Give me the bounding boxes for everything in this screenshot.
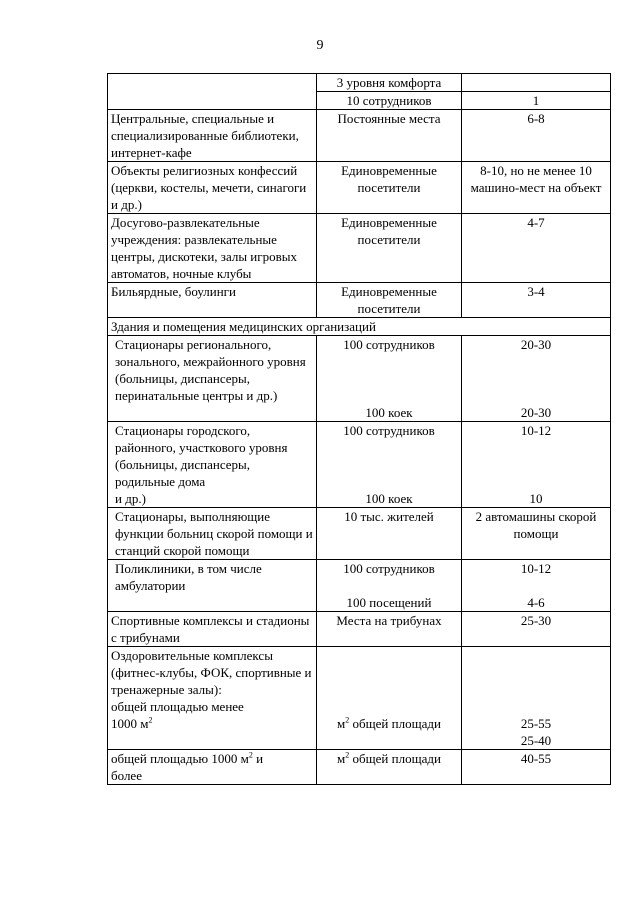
section-heading-cell: Здания и помещения медицинских организаций [108, 318, 611, 336]
table-row [108, 318, 611, 336]
value-text: 25-40 [520, 733, 552, 748]
value-cell: 3-4 [462, 283, 611, 318]
table-row [108, 647, 611, 750]
unit-text: $м^2$ общей площади [337, 750, 441, 766]
unit-cell: Постоянные места [317, 110, 462, 162]
value-text: 10-12 [520, 561, 552, 576]
table-row [108, 74, 611, 92]
value-text: 25-55 [520, 716, 552, 731]
object-name-text: более [111, 768, 142, 783]
object-name-text: Оздоровительные комплексы (фитнес-клубы, ФОК, спортивные и тренажерные залы): [111, 648, 312, 697]
unit-cell: 10 тыс. жителей [317, 508, 462, 560]
unit-cell [317, 647, 462, 750]
object-name-text: Стационары городского, районного, участкового уровня (больницы, диспансеры, родильные дома [115, 423, 288, 489]
object-name-cell [108, 422, 317, 508]
object-name-cell [108, 647, 317, 750]
value-cell: 6-8 [462, 110, 611, 162]
object-name-text: перинатальные центры и др.) [115, 388, 278, 403]
unit-text: 100 посещений [346, 595, 432, 610]
value-text: 10 [529, 491, 543, 506]
unit-cell [317, 336, 462, 422]
value-cell: 4-7 [462, 214, 611, 283]
unit-text: $м^2$ общей площади [337, 715, 441, 731]
value-cell: 8-10, но не менее 10 машино-мест на объект [462, 162, 611, 214]
staff-unit-cell: 10 сотрудников [317, 92, 462, 110]
unit-cell [317, 750, 462, 785]
unit-cell [317, 422, 462, 508]
area-label: 1000 $м^2$ [111, 715, 153, 731]
unit-text: 100 коек [365, 491, 413, 506]
table-row [108, 508, 611, 560]
value-text: 4-6 [527, 595, 545, 610]
unit-cell: Единовременные посетители [317, 214, 462, 283]
value-cell: 25-30 [462, 612, 611, 647]
object-name-cell: Бильярдные, боулинги [108, 283, 317, 318]
object-name-text: общей площадью 1000 $м^2$ и [111, 750, 264, 766]
object-name-cell: Центральные, специальные и специализированные библиотеки, интернет-кафе [108, 110, 317, 162]
table-row [108, 750, 611, 785]
page-number: 9 [316, 38, 324, 53]
value-text: 10-12 [520, 423, 552, 438]
unit-cell: Единовременные посетители [317, 283, 462, 318]
value-cell [462, 647, 611, 750]
parking-norms-table [107, 73, 611, 785]
object-name-cell: Поликлиники, в том числе амбулатории [108, 560, 317, 612]
table-row [108, 612, 611, 647]
value-cell: 40-55 [462, 750, 611, 785]
header-empty-cell [108, 74, 317, 110]
object-name-text: и др.) [115, 491, 146, 506]
value-text: 20-30 [520, 337, 552, 352]
object-name-cell: Досугово-развлекательные учреждения: развлекательные центры, дискотеки, залы игровых автоматов, ночные клубы [108, 214, 317, 283]
table-row [108, 214, 611, 283]
object-name-cell: Спортивные комплексы и стадионы с трибунами [108, 612, 317, 647]
comfort-level-cell: 3 уровня комфорта [317, 74, 462, 92]
unit-cell [317, 560, 462, 612]
table-row [108, 283, 611, 318]
table-row [108, 162, 611, 214]
staff-value-cell: 1 [462, 92, 611, 110]
unit-text: 100 коек [365, 405, 413, 420]
table-row [108, 110, 611, 162]
table-row [108, 422, 611, 508]
unit-text: 100 сотрудников [343, 423, 435, 438]
value-cell [462, 422, 611, 508]
value-cell [462, 336, 611, 422]
object-name-text: общей площадью менее [111, 699, 244, 714]
object-name-cell [108, 336, 317, 422]
header-empty-value-cell [462, 74, 611, 92]
object-name-cell: Стационары, выполняющие функции больниц скорой помощи и станций скорой помощи [108, 508, 317, 560]
value-cell: 2 автомашины скорой помощи [462, 508, 611, 560]
unit-cell: Единовременные посетители [317, 162, 462, 214]
unit-text: 100 сотрудников [343, 561, 435, 576]
value-text: 20-30 [520, 405, 552, 420]
object-name-text: Стационары регионального, зонального, межрайонного уровня (больницы, диспансеры, [115, 337, 306, 386]
object-name-cell [108, 750, 317, 785]
unit-cell: Места на трибунах [317, 612, 462, 647]
value-cell [462, 560, 611, 612]
unit-text: 100 сотрудников [343, 337, 435, 352]
table-row [108, 336, 611, 422]
object-name-cell: Объекты религиозных конфессий (церкви, костелы, мечети, синагоги и др.) [108, 162, 317, 214]
table-row [108, 560, 611, 612]
